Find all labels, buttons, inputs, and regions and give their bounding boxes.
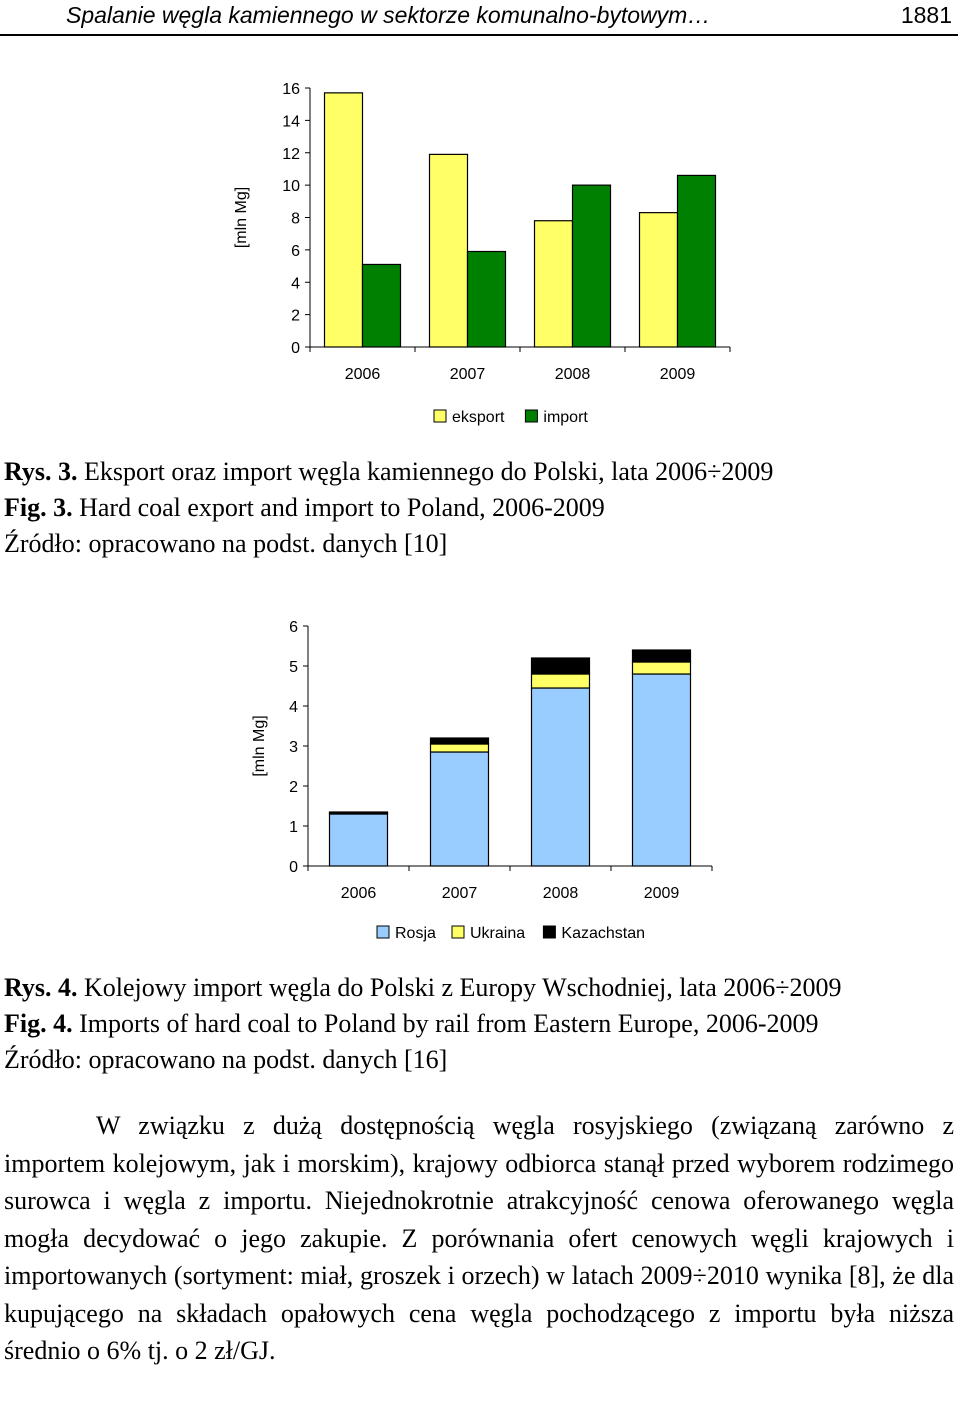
fig3-rys-label: Rys. 3. (4, 457, 78, 486)
chart2-y-tick-label: 1 (289, 819, 298, 836)
fig4-rys-text: Kolejowy import węgla do Polski z Europy Wschodniej, lata 2006÷2009 (77, 973, 842, 1002)
chart1-bar-import (678, 175, 716, 347)
chart-rail-import (240, 610, 720, 950)
chart2-x-tick-label: 2007 (441, 885, 478, 902)
chart1-legend-label: eksport (452, 409, 505, 426)
page-header (0, 0, 958, 36)
chart2-legend-label: Rosja (395, 925, 436, 942)
chart2-bar-rosja (532, 688, 590, 866)
chart2-bar-rosja (431, 752, 489, 866)
chart1-bar-eksport (430, 154, 468, 347)
fig4-caption-pl (4, 970, 842, 1006)
fig3-caption-pl (4, 454, 773, 490)
chart2-bar-rosja (330, 814, 388, 866)
chart2-bar-kazachstan (633, 650, 691, 662)
fig3-source: Źródło: opracowano na podst. danych [10] (4, 529, 448, 558)
chart2-y-tick-label: 5 (289, 659, 298, 676)
chart1-y-tick-label: 12 (282, 145, 300, 163)
fig4-fig-label: Fig. 4. (4, 1009, 73, 1038)
chart2-legend-label: Kazachstan (561, 925, 646, 942)
chart2-y-tick-label: 2 (289, 779, 298, 796)
fig3-caption-en (4, 490, 605, 526)
running-title: Spalanie węgla kamiennego w sektorze komunalno-bytowym… (66, 2, 711, 28)
chart1-x-tick-label: 2008 (554, 366, 591, 383)
fig4-source: Źródło: opracowano na podst. danych [16] (4, 1045, 448, 1074)
chart2-bar-kazachstan (431, 738, 489, 744)
chart2-bar-ukraina (431, 744, 489, 752)
chart1-y-tick-label: 14 (282, 113, 300, 131)
fig4-rys-label: Rys. 4. (4, 973, 78, 1002)
chart2-y-tick-label: 4 (289, 699, 298, 716)
chart1-x-tick-label: 2006 (344, 366, 381, 383)
chart1-y-tick-label: 2 (291, 307, 300, 325)
chart1-y-tick-label: 8 (291, 210, 300, 228)
chart2-bar-kazachstan (330, 812, 388, 813)
fig4-caption-en (4, 1006, 818, 1042)
chart1-y-tick-label: 0 (291, 340, 300, 357)
page-number: 1881 (900, 2, 952, 28)
fig4-fig-text: Imports of hard coal to Poland by rail from Eastern Europe, 2006-2009 (72, 1009, 819, 1038)
chart1-y-tick-label: 10 (282, 178, 300, 196)
chart2-x-tick-label: 2008 (542, 885, 579, 902)
chart2-bar-ukraina (532, 674, 590, 688)
fig3-fig-label: Fig. 3. (4, 493, 73, 522)
chart2-bar-rosja (633, 674, 691, 866)
chart2-legend-swatch (377, 926, 389, 938)
chart1-x-tick-label: 2009 (659, 366, 696, 383)
chart2-legend-label: Ukraina (470, 925, 526, 942)
chart1-bar-import (468, 251, 506, 347)
chart2-y-axis-label: [mln Mg] (251, 715, 268, 777)
chart1-legend-label: import (543, 409, 588, 426)
chart1-bar-import (573, 185, 611, 347)
chart1-legend-swatch (525, 410, 537, 422)
body-paragraph: W związku z dużą dostępnością węgla rosyjskiego (związaną zarówno z importem kolejowym, jak i morskim), krajowy odbiorca stanął przed wyborem rodzimego surowca i węgla z importu. Niejednokrotnie atrakcyjność cenowa oferowanego węgla mogła decydować o jego zakupie. Z porównania ofert cenowych węgli krajowych i importowanych (sortyment: miał, groszek i orzech) w latach 2009÷2010 wynika [8], że dla kupującego na składach opałowych cena węgla pochodzącego z importu była niższa średnio o 6% tj. o 2 zł/GJ. (4, 1111, 954, 1365)
chart2-legend-swatch (543, 926, 555, 938)
chart2-bar-kazachstan (532, 658, 590, 674)
chart2-y-tick-label: 0 (289, 859, 298, 876)
chart1-bar-import (363, 264, 401, 347)
chart2-x-tick-label: 2006 (340, 885, 377, 902)
fig3-fig-text: Hard coal export and import to Poland, 2006-2009 (72, 493, 605, 522)
body-paragraph-block (4, 1107, 954, 1370)
chart1-y-tick-label: 4 (291, 275, 300, 293)
chart1-bar-eksport (535, 221, 573, 347)
chart1-legend-swatch (434, 410, 446, 422)
chart2-x-tick-label: 2009 (643, 885, 680, 902)
chart1-y-tick-label: 6 (291, 242, 300, 260)
chart2-bar-ukraina (633, 662, 691, 674)
chart2-legend-swatch (452, 926, 464, 938)
chart1-y-tick-label: 16 (282, 81, 300, 98)
chart2-y-tick-label: 3 (289, 739, 298, 756)
chart2-y-tick-label: 6 (289, 619, 298, 636)
chart1-bar-eksport (325, 93, 363, 347)
chart1-y-axis-label: [mln Mg] (233, 186, 250, 249)
chart1-bar-eksport (640, 213, 678, 347)
chart-export-import (220, 70, 740, 440)
fig3-rys-text: Eksport oraz import węgla kamiennego do Polski, lata 2006÷2009 (77, 457, 774, 486)
chart1-x-tick-label: 2007 (449, 366, 486, 383)
